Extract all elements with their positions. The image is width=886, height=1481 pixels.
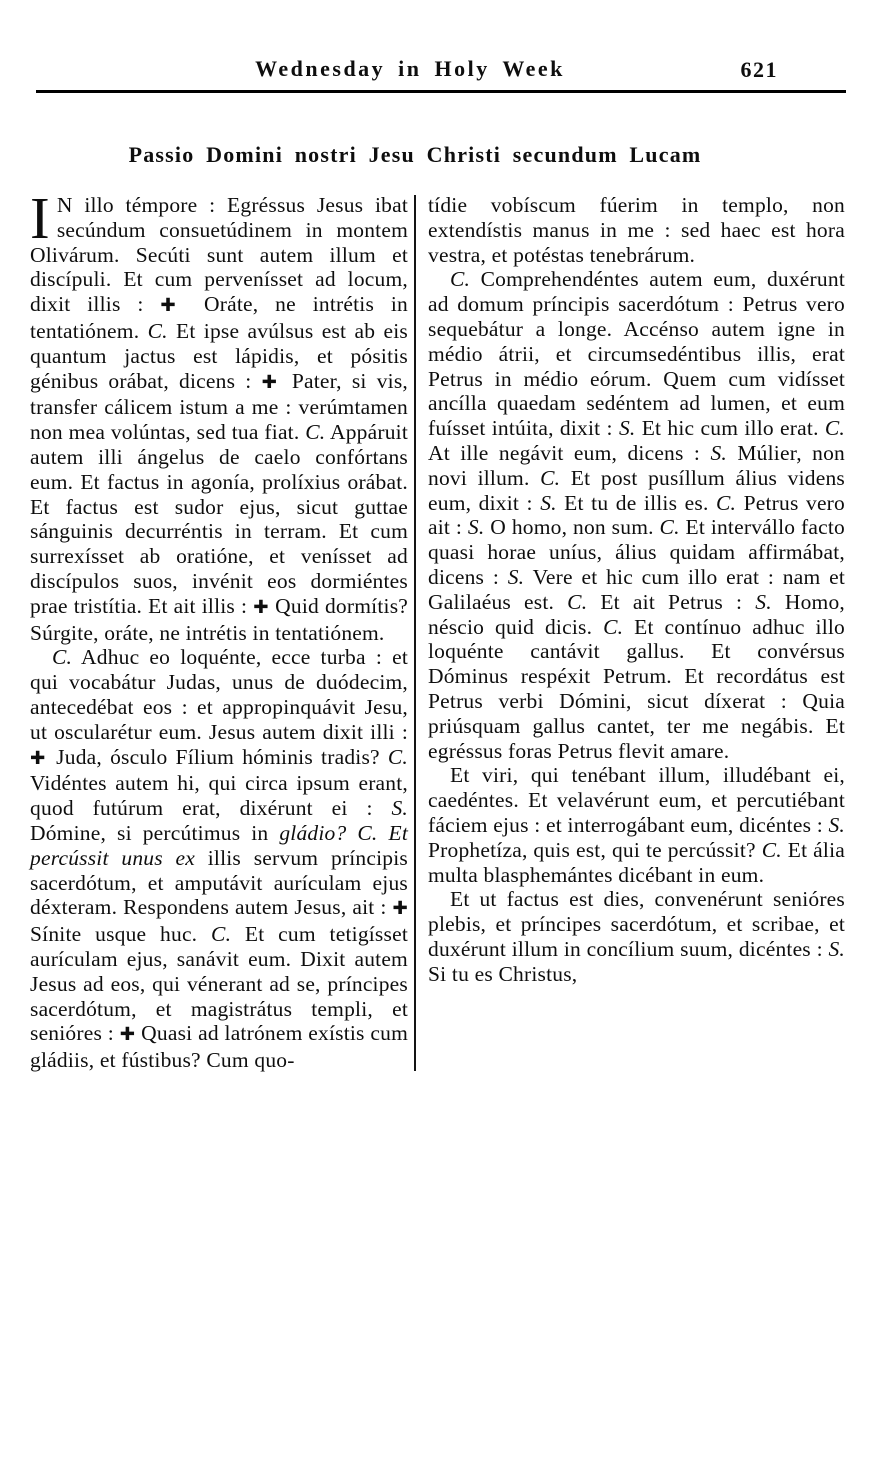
italic-text: S. — [755, 589, 772, 614]
book-page — [0, 56, 886, 1481]
passion-heading: Passio Domini nostri Jesu Christi secundum Lucam — [128, 142, 702, 167]
italic-text: S. — [710, 440, 727, 465]
text-run: Et intervállo facto quasi horae uníus, álius quidam affirmábat, dicens : — [428, 515, 845, 589]
text-run: tídie vobíscum fúerim in templo, non extendístis manus in me : sed haec est hora vestra, et potéstas tenebrárum. — [428, 193, 845, 267]
italic-text: C. — [824, 416, 845, 441]
text-run: Appáruit autem illi ángelus de caelo confórtans eum. Et factus in agonía, prolíxius orábat. Et factus est sudor ejus, sicut guttae sánguinis decurréntis in terram. Et cum surrexísset ab oratióne, et venísset ad discípulos suos, invénit eos dormiéntes prae tristítia. Et ait illis : — [30, 420, 408, 618]
running-head — [0, 56, 886, 82]
text-run: N illo témpore : Egréssus Jesus ibat secúndum consuetúdinem in montem Olivárum. Secúti sunt autem illum et discípuli. Et cum pervenísset ad locum, dixit illis : — [30, 193, 408, 317]
paragraph — [428, 193, 845, 267]
italic-text: S. — [828, 812, 845, 837]
text-run: Si tu es Christus, — [428, 961, 578, 986]
cross-icon: ✚ — [253, 596, 270, 618]
text-run: Vere et hic cum illo erat : nam et Galilaéus est. — [428, 564, 845, 614]
text-run: Pater, si vis, transfer cálicem istum a me : verúmtamen non mea volúntas, sed tua fiat. — [30, 368, 408, 445]
page-number: 621 — [740, 57, 778, 82]
text-run: Et hic cum illo erat. — [635, 416, 825, 441]
text-run: Sínite usque huc. — [30, 922, 212, 947]
text-run: Homo, néscio quid dicis. — [428, 589, 846, 639]
cross-icon: ✚ — [261, 371, 282, 393]
text-run: Quasi ad latrónem exístis cum gládiis, et fústibus? Cum quo- — [30, 1021, 408, 1073]
italic-text: S. — [618, 416, 636, 441]
text-run: Adhuc eo loquénte, ecce turba : et qui vocabátur Judas, unus de duódecim, antecedébat eos : et appropinquávit Jesu, ut oscularétur eum. Jesus autem dixit illi : — [30, 645, 408, 744]
left-column — [30, 185, 408, 1073]
text-run: Et ait Petrus : — [587, 589, 756, 614]
cross-icon: ✚ — [119, 1024, 136, 1046]
text-run: O homo, non sum. — [484, 515, 660, 540]
text-run: Quid dormítis? Súrgite, oráte, ne intrétis in tentatiónem. — [30, 593, 408, 645]
column-divider — [414, 195, 416, 1071]
italic-text: C. — [761, 837, 782, 862]
text-run: Juda, ósculo Fílium hóminis tradis? — [48, 744, 388, 769]
right-column — [428, 193, 845, 1073]
text-run: Et tu de illis es. — [556, 490, 716, 515]
text-run: Et contínuo adhuc illo loquénte cantávit gallus. Et convérsus Dóminus respéxit Petrum. Et recordátus est Petrus verbi Dómini, sicut díxerat : Quia priúsquam gallus cantet, ter me negábis. Et egréssus foras Petrus flevit amare. — [428, 614, 846, 763]
italic-text: C. — [147, 318, 168, 343]
italic-text: C. — [567, 589, 588, 614]
text-run: Et ut factus est dies, convenérunt senióres plebis, et príncipes sacerdótum, et scribae, et duxérunt illum in concílium suum, dicéntes : — [428, 887, 845, 961]
text-run: Et post pusíllum álius videns eum, dixit : — [428, 465, 845, 515]
italic-text: C. — [450, 267, 471, 292]
text-columns — [30, 185, 846, 1073]
italic-text: C. — [52, 645, 73, 670]
cross-icon: ✚ — [160, 295, 188, 317]
italic-text: C. — [659, 515, 680, 540]
text-run: At ille negávit eum, dicens : — [428, 440, 711, 465]
paragraph — [428, 267, 845, 763]
text-run: Petrus vero ait : — [428, 490, 845, 540]
italic-text: C. — [715, 490, 737, 515]
text-run: Et cum tetigísset aurículam ejus, sanávit eum. Dixit autem Jesus ad eos, qui vénerant ad se, príncipes sacerdótum, et magistrátus templi, et senióres : — [30, 922, 408, 1046]
text-run: Oráte, ne intrétis in tentatiónem. — [30, 292, 408, 343]
text-run: Et ália multa blasphemántes dicébant in eum. — [428, 837, 845, 887]
text-run: Comprehendéntes autem eum, duxérunt ad domum príncipis sacerdótum : Petrus vero sequebátur a longe. Accénso autem igne in médio átrii, et circumsedéntibus illis, erat Petrus in médio eórum. Quem cum vidísset ancílla quaedam sedéntem ad lumen, et eum fuísset intúita, dixit : — [428, 267, 845, 441]
text-run: Vidéntes autem hi, qui circa ipsum erant, quod futúrum erat, dixérunt ei : — [30, 771, 408, 821]
text-run: Dómine, si percútimus in — [30, 820, 280, 845]
italic-text: S. — [391, 796, 408, 821]
italic-text: C. — [305, 420, 326, 445]
paragraph — [30, 645, 408, 1073]
text-run: Et ipse avúlsus est ab eis quantum jactus est lápidis, et pósitis génibus orábat, dicens : — [30, 318, 408, 393]
italic-text: C. — [387, 744, 408, 769]
text-run: Et viri, qui tenébant illum, illudébant ei, caedéntes. Et velavérunt eum, et percutiébant fáciem ejus : et interrogábant eum, dicéntes : — [428, 763, 845, 837]
paragraph — [428, 763, 845, 887]
drop-cap: I — [30, 185, 50, 251]
paragraph — [428, 887, 845, 986]
italic-text: S. — [507, 564, 525, 589]
text-run: Prophetíza, quis est, qui te percússit? — [428, 837, 762, 862]
italic-text: C. — [540, 465, 561, 490]
cross-icon: ✚ — [392, 898, 408, 920]
italic-text: C. — [211, 922, 232, 947]
italic-text: S. — [540, 490, 557, 515]
italic-text: S. — [467, 515, 485, 540]
italic-text: C. — [603, 614, 624, 639]
paragraph — [30, 185, 408, 645]
italic-text: gládio? C. Et percússit unus ex — [30, 820, 408, 870]
header-rule — [36, 90, 846, 93]
italic-text: S. — [828, 936, 845, 961]
cross-icon: ✚ — [30, 747, 49, 769]
text-run: illis servum príncipis sacerdótum, et amputávit aurículam ejus déxteram. Respondens autem Jesus, ait : — [30, 845, 408, 920]
running-head-title: Wednesday in Holy Week — [255, 56, 565, 81]
text-run: Múlier, non novi illum. — [428, 440, 845, 490]
